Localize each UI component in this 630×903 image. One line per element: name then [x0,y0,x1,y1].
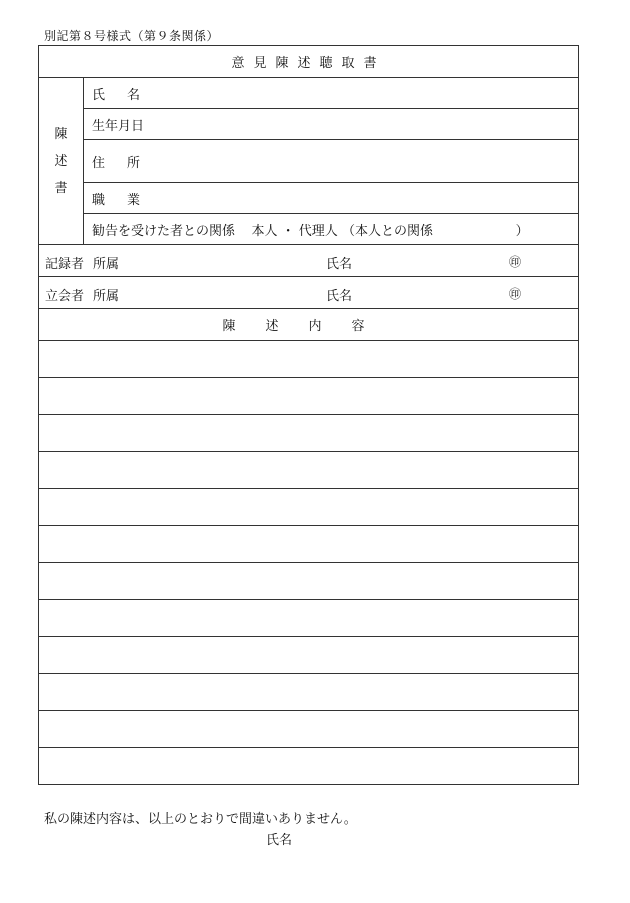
content-line[interactable] [39,378,579,415]
content-title: 陳述内容 [39,309,579,341]
content-line[interactable] [39,452,579,489]
content-line[interactable] [39,600,579,637]
side-label-char: 述 [54,153,68,169]
recorder-name-label: 氏名 [326,257,353,272]
recorder-role: 記録者 [45,257,85,272]
relationship-label: 勧告を受けた者との関係 [92,223,236,239]
relationship-close: ） [515,223,529,239]
recorder-row[interactable] [39,245,579,277]
form-title: 意見陳述聴取書 [39,46,579,78]
footer-signature-label: 氏名 [266,833,293,848]
content-line[interactable] [39,415,579,452]
side-label-char: 書 [54,180,68,196]
side-label-char: 陳 [54,126,68,142]
witness-seal-mark: ㊞ [509,287,522,301]
birthdate-label: 生年月日 [92,118,145,134]
statement-side-label [39,78,84,245]
content-line[interactable] [39,674,579,711]
content-line[interactable] [39,526,579,563]
address-label: 住所 [92,155,163,171]
birthdate-field[interactable] [84,109,579,140]
relationship-options: 本人 ・ 代理人 （本人との関係 [251,223,433,239]
content-line[interactable] [39,341,579,378]
witness-row[interactable] [39,277,579,309]
content-line[interactable] [39,563,579,600]
hearing-form-table [38,45,579,785]
witness-dept-label: 所属 [93,289,120,304]
recorder-seal-mark: ㊞ [509,255,522,269]
content-line[interactable] [39,637,579,674]
occupation-field[interactable] [84,183,579,214]
name-field[interactable] [84,78,579,109]
name-label: 氏名 [92,87,163,103]
footer-statement: 私の陳述内容は、以上のとおりで間違いありません。 [44,812,357,827]
content-line[interactable] [39,711,579,748]
witness-role: 立会者 [45,289,85,304]
content-line[interactable] [39,489,579,526]
statement-content-lines [39,341,579,785]
content-line[interactable] [39,748,579,785]
occupation-label: 職業 [92,192,163,208]
relationship-field[interactable] [84,214,579,245]
form-header: 別記第８号様式（第９条関係） [44,29,220,43]
address-field[interactable] [84,140,579,183]
recorder-dept-label: 所属 [93,257,120,272]
witness-name-label: 氏名 [326,289,353,304]
